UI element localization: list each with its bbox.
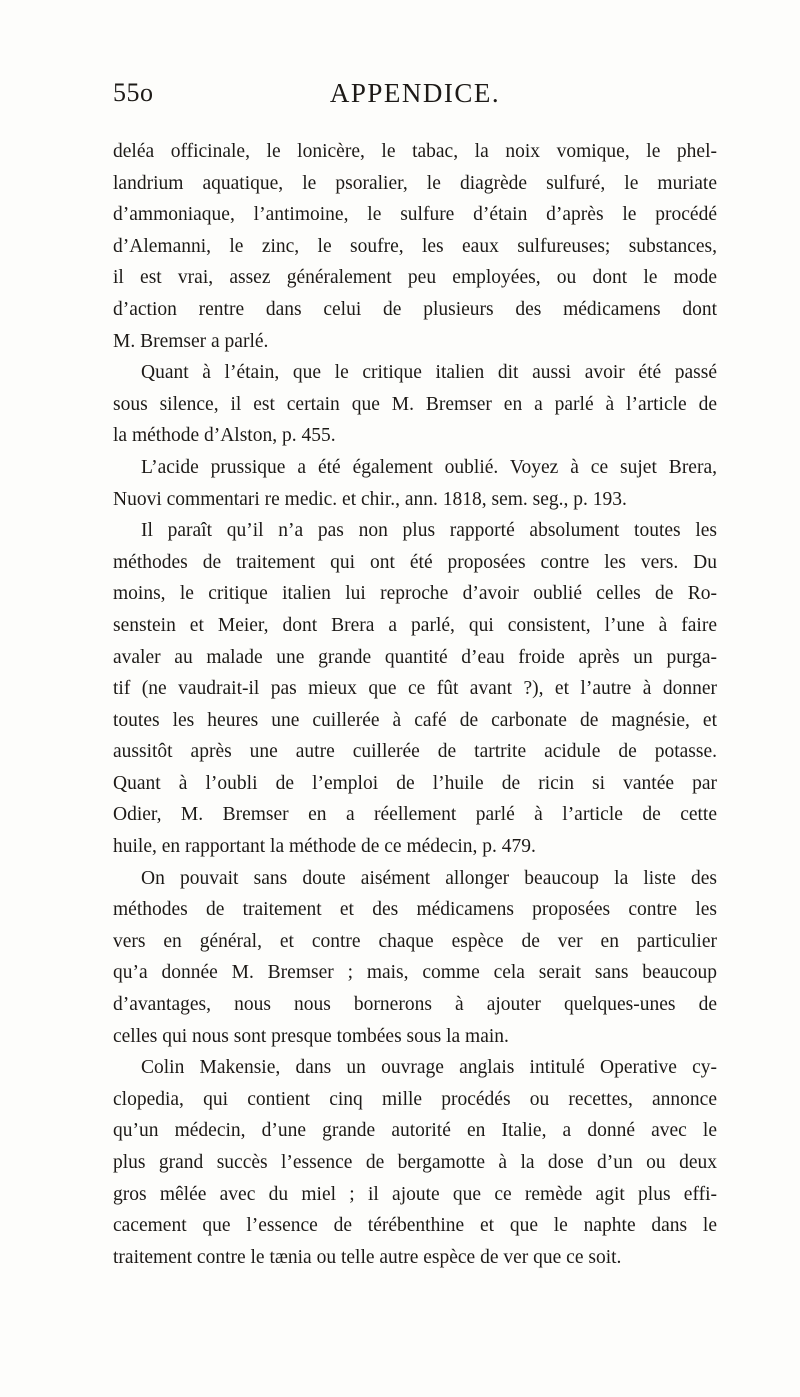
page-number: 55o [113, 78, 154, 107]
text-line: gros mêlée avec du miel ; il ajoute que ce remède agit plus effi- [113, 1183, 717, 1205]
text-line: qu’a donnée M. Bremser ; mais, comme cela serait sans beaucoup [113, 962, 717, 984]
text-line: L’acide prussique a été également oublié. Voyez à ce sujet Brera, [141, 456, 717, 478]
text-line: cacement que l’essence de térébenthine et que le naphte dans le [113, 1215, 717, 1237]
text-line: senstein et Meier, dont Brera a parlé, qui consistent, l’une à faire [113, 614, 717, 636]
text-line: sous silence, il est certain que M. Bremser en a parlé à l’article de [113, 393, 717, 415]
text-line: M. Bremser a parlé. [113, 330, 269, 352]
text-line: traitement contre le tænia ou telle autre espèce de ver que ce soit. [113, 1246, 622, 1268]
text-line: d’avantages, nous nous bornerons à ajouter quelques-unes de [113, 994, 717, 1016]
text-line: Quant à l’étain, que le critique italien dit aussi avoir été passé [141, 362, 717, 384]
text-line: celles qui nous sont presque tombées sous la main. [113, 1025, 509, 1047]
text-line: clopedia, qui contient cinq mille procédés ou recettes, annonce [113, 1088, 717, 1110]
text-line: huile, en rapportant la méthode de ce médecin, p. 479. [113, 836, 536, 858]
text-line: qu’un médecin, d’une grande autorité en Italie, a donné avec le [113, 1120, 717, 1142]
text-line: Nuovi commentari re medic. et chir., ann. 1818, sem. seg., p. 193. [113, 488, 627, 510]
text-line: d’Alemanni, le zinc, le soufre, les eaux sulfureuses; substances, [113, 235, 717, 257]
text-line: méthodes de traitement et des médicamens proposées contre les [113, 899, 717, 921]
text-line: On pouvait sans doute aisément allonger beaucoup la liste des [141, 867, 717, 889]
text-line: deléa officinale, le lonicère, le tabac, la noix vomique, le phel- [113, 141, 717, 162]
text-line: d’ammoniaque, l’antimoine, le sulfure d’étain d’après le procédé [113, 204, 717, 226]
body-text [113, 136, 717, 1273]
text-line: Quant à l’oubli de l’emploi de l’huile de ricin si vantée par [113, 772, 717, 794]
text-line: tif (ne vaudrait-il pas mieux que ce fût avant ?), et l’autre à donner [113, 678, 717, 700]
text-line: d’action rentre dans celui de plusieurs des médicamens dont [113, 298, 717, 320]
text-line: toutes les heures une cuillerée à café de carbonate de magnésie, et [113, 709, 717, 731]
text-line: landrium aquatique, le psoralier, le diagrède sulfuré, le muriate [113, 172, 717, 194]
running-head: APPENDICE. [329, 78, 501, 108]
text-line: la méthode d’Alston, p. 455. [113, 425, 336, 447]
page-header [113, 78, 717, 114]
text-line: Il paraît qu’il n’a pas non plus rapporté absolument toutes les [141, 520, 717, 542]
text-line: moins, le critique italien lui reproche d’avoir oublié celles de Ro- [113, 583, 717, 605]
text-line: méthodes de traitement qui ont été proposées contre les vers. Du [113, 551, 717, 573]
text-line: Colin Makensie, dans un ouvrage anglais intitulé Operative cy- [141, 1057, 717, 1079]
text-line: avaler au malade une grande quantité d’eau froide après un purga- [113, 646, 717, 668]
text-line: plus grand succès l’essence de bergamotte à la dose d’un ou deux [113, 1152, 717, 1173]
text-line: il est vrai, assez généralement peu employées, ou dont le mode [113, 267, 717, 289]
text-line: aussitôt après une autre cuillerée de tartrite acidule de potasse. [113, 741, 717, 763]
text-line: Odier, M. Bremser en a réellement parlé à l’article de cette [113, 804, 717, 826]
text-line: vers en général, et contre chaque espèce de ver en particulier [113, 930, 717, 952]
